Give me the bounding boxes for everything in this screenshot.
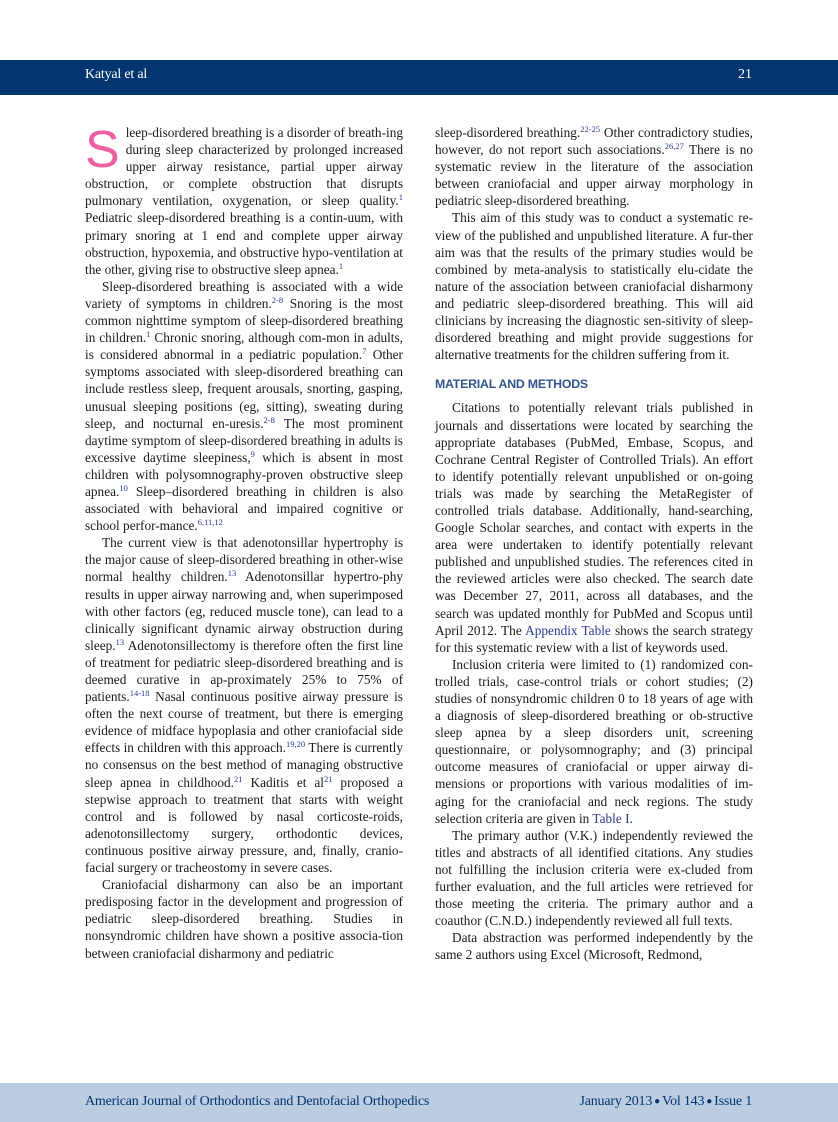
methods-paragraph-4: Data abstraction was performed independently by the same 2 authors using Excel (Microsoft, Redmond,	[435, 930, 753, 963]
citation-ref[interactable]: 2-8	[263, 414, 275, 425]
citation-ref[interactable]: 1	[338, 260, 344, 271]
issue-date: January 2013	[579, 1094, 653, 1109]
citation-ref[interactable]: 21	[323, 773, 333, 784]
issue-number: Issue 1	[714, 1094, 752, 1109]
citation-ref[interactable]: 6,11,12	[197, 517, 223, 528]
running-header-bar	[0, 60, 838, 95]
bullet-separator: ●	[706, 1096, 713, 1107]
citation-ref[interactable]: 1	[146, 329, 151, 340]
bullet-separator: ●	[654, 1096, 660, 1107]
intro-paragraph-3: The current view is that adenotonsillar hypertrophy is the major cause of sleep-disordered breathing in other-wise normal healthy children.$^{13}$ Adenotonsillar hypertro-phy results in upper airway narrowing and, when superimposed with other factors (eg, reduced muscle tone), can lead to a clinically significant dynamic airway obstruction during sleep.$^{13}$ Adenotonsillectomy is therefore often the first line of treatment for pediatric sleep-disordered breathing and is deemed curative in ap-proximately 25% to 75% of patients.$^{14-18}$ Nasal continuous positive airway pressure is often the next course of treatment, but there is emerging evidence of midface hypoplasia and other craniofacial side effects in children with this approach.$^{19,20}$ There is currently no consensus on the best method of managing obstructive sleep apnea in childhood.$^{21}$ Kaditis et $al^{21}$ proposed a stepwise approach to treatment that starts with weight control and is followed by nasal corticoste-roids, adenotonsillectomy surgery, orthodontic devices, continuous positive airway pressure, and, finally, cranio-facial surgery or tracheostomy in severe cases.	[85, 535, 404, 876]
intro-paragraph-4: Craniofacial disharmony can also be an important predisposing factor in the development and progression of pediatric sleep-disordered breathing. Studies in nonsyndromic children have shown a positive associa-tion between craniofacial disharmony and pediatric	[85, 877, 403, 961]
drop-cap: S	[85, 121, 120, 179]
table-1-link[interactable]: Table I	[592, 810, 630, 826]
journal-footer-bar	[0, 1083, 838, 1122]
citation-ref[interactable]: 26,27	[664, 141, 684, 152]
left-column	[85, 121, 404, 962]
journal-name: American Journal of Orthodontics and Dentofacial Orthopedics	[85, 1094, 430, 1109]
citation-ref[interactable]: 22-25	[580, 124, 601, 134]
issue-volume: Vol 143	[661, 1094, 705, 1109]
intro-paragraph-2: Sleep-disordered breathing is associated with a wide variety of symptoms in children.$^{2-8}$ Snoring is the most common nighttime symptom of sleep-disordered breathing in children.$^1$ Chronic snoring, although com-mon in adults, is considered abnormal in a pediatric population.$^7$ Other symptoms associated with sleep-disordered breathing can include restless sleep, frequent arousals, snorting, gasping, unusual sleeping positions (eg, sitting), sweating during sleep, and nocturnal en-uresis.$^{2-8}$ The most prominent daytime symptom of sleep-disordered breathing in adults is excessive daytime sleepiness,$^9$ which is absent in most children with polysomnography-proven obstructive sleep apnea.$^{10}$ Sleep–disordered breathing in children is also associated with behavioral and impaired cognitive or school perfor-mance.$^{6,11,12}$	[85, 278, 403, 534]
aim-paragraph: This aim of this study was to conduct a systematic re-view of the published and unpublished literature. A fur-ther aim was that the results of the primary studies would be combined by meta-analysis to statistically elu-cidate the nature of the association between craniofacial disharmony and pediatric sleep-disordered breathing. This will aid clinicians by increasing the diagnostic sen-sitivity of sleep-disordered breathing and might provide suggestions for alternative treatments for the children suffering from it.	[435, 210, 753, 363]
citation-ref[interactable]: 9	[250, 448, 255, 459]
citation-ref[interactable]: 19,20	[286, 739, 306, 750]
issue-info	[580, 1094, 753, 1110]
running-head-authors: Katyal et al	[85, 67, 148, 82]
citation-ref[interactable]: 14-18	[129, 688, 150, 699]
citation-ref[interactable]: 10	[119, 482, 128, 493]
citation-ref[interactable]: 21	[234, 773, 243, 784]
methods-paragraph-1: Citations to potentially relevant trials published in journals and dissertations were located by searching the appropriate databases (PubMed, Embase, Scopus, and Cochrane Central Register of Controlled Trials). An effort to identify potentially relevant unpublished or on-going trials was made by searching the MetaRegister of controlled trials database. Additionally, hand-searching, Google Scholar searches, and contact with experts in the area were undertaken to identify potentially relevant published and unpublished studies. The references cited in the reviewed articles were also checked. The search date was December 27, 2011, across all databases, and the search was updated monthly for PubMed and Scopus until April 2012. The Appendix Table shows the search strategy for this systematic review with a list of keywords used.	[435, 400, 753, 655]
citation-ref[interactable]: 7	[362, 346, 367, 357]
page-number: 21	[738, 67, 752, 82]
intro-paragraph-5: sleep-disordered breathing.$^{22-25}$ Other contradictory studies, however, do not report such associations.$^{26,27}$ There is no systematic review in the literature of the association between craniofacial and upper airway morphology in pediatric sleep-disordered breathing.	[435, 124, 754, 209]
citation-ref[interactable]: 13	[115, 636, 125, 647]
intro-paragraph-1: Sleep-disordered breathing is a disorder of breath-ing during sleep characterized by prolonged increased upper airway resistance, partial upper airway obstruction, or complete obstruction that disrupts pulmonary ventilation, oxygenation, or sleep quality.$^1$ Pediatric sleep-disordered breathing is a contin-uum, with primary snoring at 1 end and complete upper airway obstruction, hypoxemia, and obstructive hypo-ventilation at the other, giving rise to obstructive sleep apnea.$^1$	[85, 121, 403, 277]
citation-ref[interactable]: 13	[227, 568, 237, 579]
right-column	[435, 124, 753, 964]
citation-ref[interactable]: 2-8	[271, 294, 284, 305]
methods-paragraph-2: Inclusion criteria were limited to (1) randomized con-trolled trials, case-control trials or cohort studies; (2) studies of nonsyndromic children 0 to 18 years of age with a diagnosis of sleep-disordered breathing or ob-structive sleep apnea by a sleep disorders unit, screening questionnaire, or polysomnography; and (3) principal outcome measures of craniofacial or upper airway di-mensions or proportions with various modalities of im-aging for the craniofacial and neck regions. The study selection criteria are given in Table I.	[435, 656, 753, 826]
appendix-table-link[interactable]: Appendix Table	[525, 622, 611, 638]
section-heading-methods: MATERIAL AND METHODS	[435, 377, 588, 392]
methods-paragraph-3: The primary author (V.K.) independently reviewed the titles and abstracts of all identified citations. Any studies not fulfilling the inclusion criteria were ex-cluded from further evaluation, and the full articles were retrieved for those meeting the criteria. The primary author and a coauthor (C.N.D.) independently reviewed all full texts.	[435, 827, 753, 929]
citation-ref[interactable]: 1	[398, 192, 403, 203]
